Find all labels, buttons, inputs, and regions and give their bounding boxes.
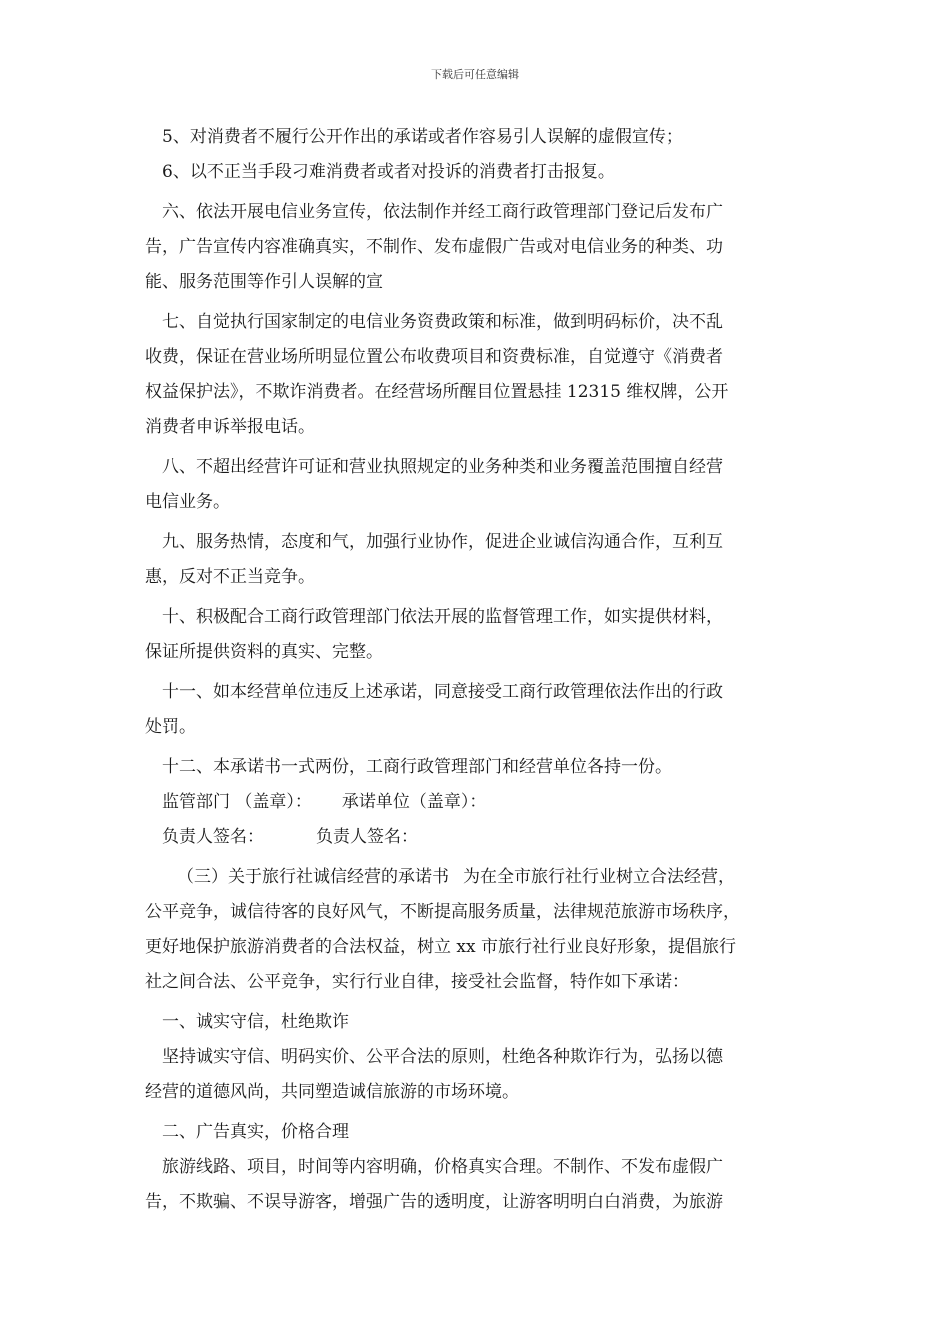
document-body [145,120,813,1220]
paragraph-seven-line-2: 收费，保证在营业场所明显位置公布收费项目和资费标准，自觉遵守《消费者 [145,347,723,367]
section-three-title: （三）关于旅行社诚信经营的承诺书 [177,867,449,887]
paragraph-six-line-1: 六、依法开展电信业务宣传，依法制作并经工商行政管理部门登记后发布广 [162,202,723,222]
clause-6: 6、以不正当手段刁难消费者或者对投诉的消费者打击报复。 [162,162,615,182]
travel-item-one-line-1: 坚持诚实守信、明码实价、公平合法的原则，杜绝各种欺诈行为，弘扬以德 [162,1047,723,1067]
travel-item-two-line-2: 告，不欺骗、不误导游客，增强广告的透明度，让游客明明白白消费，为旅游 [145,1192,723,1212]
travel-heading-two: 二、广告真实，价格合理 [162,1122,349,1142]
promisor-seal-label: 承诺单位（盖章）： [341,792,487,812]
paragraph-eleven-line-1: 十一、如本经营单位违反上述承诺，同意接受工商行政管理依法作出的行政 [162,682,723,702]
signature-line [145,820,813,855]
paragraph-six-line-2: 告，广告宣传内容准确真实，不制作、发布虚假广告或对电信业务的种类、功 [145,237,723,257]
seal-line [145,785,813,820]
paragraph-nine-line-1: 九、服务热情，态度和气，加强行业协作，促进企业诚信沟通合作，互利互 [162,532,723,552]
travel-intro-line-3: 更好地保护旅游消费者的合法权益，树立 xx 市旅行社行业良好形象，提倡旅行 [145,937,736,957]
supervisor-signature-label: 负责人签名： [162,827,264,847]
clause-5: 5、对消费者不履行公开作出的承诺或者作容易引人误解的虚假宣传； [162,127,683,147]
paragraph-seven-line-1: 七、自觉执行国家制定的电信业务资费政策和标准，做到明码标价，决不乱 [162,312,723,332]
paragraph-seven-line-3: 权益保护法》，不欺诈消费者。在经营场所醒目位置悬挂 12315 维权牌，公开 [145,382,729,402]
paragraph-six-line-3: 能、服务范围等作引人误解的宣 [145,272,383,292]
paragraph-twelve: 十二、本承诺书一式两份，工商行政管理部门和经营单位各持一份。 [162,757,672,777]
paragraph-ten-line-1: 十、积极配合工商行政管理部门依法开展的监督管理工作，如实提供材料， [162,607,723,627]
paragraph-nine-line-2: 惠，反对不正当竞争。 [145,567,315,587]
paragraph-eleven-line-2: 处罚。 [145,717,196,737]
travel-agency-heading-line [145,860,813,895]
travel-heading-one: 一、诚实守信，杜绝欺诈 [162,1012,349,1032]
paragraph-ten-line-2: 保证所提供资料的真实、完整。 [145,642,383,662]
paragraph-eight-line-2: 电信业务。 [145,492,230,512]
promisor-signature-label: 负责人签名： [316,827,418,847]
travel-intro-line-2: 公平竞争，诚信待客的良好风气，不断提高服务质量，法律规范旅游市场秩序， [145,902,740,922]
paragraph-eight-line-1: 八、不超出经营许可证和营业执照规定的业务种类和业务覆盖范围擅自经营 [162,457,723,477]
travel-intro-line-4: 社之间合法、公平竞争，实行行业自律，接受社会监督，特作如下承诺： [145,972,689,992]
travel-item-two-line-1: 旅游线路、项目，时间等内容明确，价格真实合理。不制作、不发布虚假广 [162,1157,723,1177]
section-three-intro: 为在全市旅行社行业树立合法经营， [463,867,735,887]
supervisor-seal-label: 监管部门 （盖章）： [162,792,312,812]
page-header: 下载后可任意编辑 [431,68,519,81]
paragraph-seven-line-4: 消费者申诉举报电话。 [145,417,315,437]
travel-item-one-line-2: 经营的道德风尚，共同塑造诚信旅游的市场环境。 [145,1082,519,1102]
